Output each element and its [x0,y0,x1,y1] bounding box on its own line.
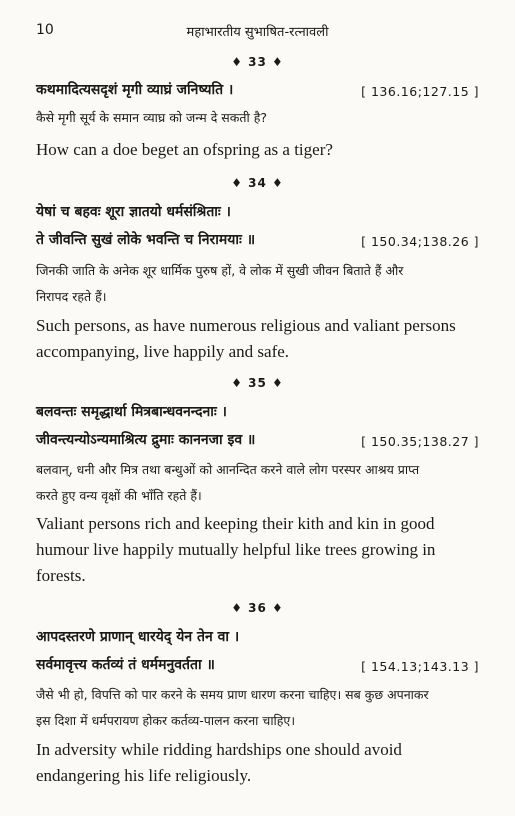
hindi-translation-line: जिनकी जाति के अनेक शूर धार्मिक पुरुष हों, वे लोक में सुखी जीवन बिताते हैं और [36,263,404,278]
verse-number: ♦ 36 ♦ [231,601,284,615]
hindi-translation-line: करते हुए वन्य वृक्षों की भाँति रहते हैं। [36,488,202,503]
sanskrit-line: कथमादित्यसदृशं मृगी व्याघ्रं जनिष्यति । [36,82,234,98]
sanskrit-line: बलवन्तः समृद्धार्था मित्रबान्धवनन्दनाः । [36,404,227,420]
page-number: 10 [36,22,54,38]
page-header [36,22,479,42]
english-translation-line: accompanying, live happily and safe. [36,342,290,361]
sanskrit-line: जीवन्त्यन्योऽन्यमाश्रित्य द्रुमाः काननजा इव ॥ [36,432,256,448]
english-translation-line: How can a doe beget an ofspring as a tiger? [36,140,333,159]
verse-reference: [ 136.16;127.15 ] [361,84,479,99]
sanskrit-line: येषां च बहवः शूरा ज्ञातयो धर्मसंश्रिताः । [36,204,231,220]
verse-reference: [ 150.35;138.27 ] [361,434,479,449]
hindi-translation-line: बलवान्, धनी और मित्र तथा बन्धुओं को आनन्दित करने वाले लोग परस्पर आश्रय प्राप्त [36,462,420,477]
verse-reference: [ 154.13;143.13 ] [361,659,479,674]
verse-reference: [ 150.34;138.26 ] [361,234,479,249]
verse-number: ♦ 33 ♦ [231,55,284,69]
english-translation-line: Valiant persons rich and keeping their kith and kin in good [36,514,435,533]
hindi-translation-line: कैसे मृगी सूर्य के समान व्याघ्र को जन्म दे सकती है? [36,110,267,125]
english-translation-line: humour live happily mutually helpful like trees growing in [36,540,436,559]
hindi-translation-line: जैसे भी हो, विपत्ति को पार करने के समय प्राण धारण करना चाहिए। सब कुछ अपनाकर [36,687,429,702]
verse-number: ♦ 34 ♦ [231,176,284,190]
english-translation-line: forests. [36,566,86,585]
hindi-translation-line: इस दिशा में धर्मपरायण होकर कर्तव्य-पालन करना चाहिए। [36,713,296,728]
hindi-translation-line: निरापद रहते हैं। [36,289,107,304]
sanskrit-line: ते जीवन्ति सुखं लोके भवन्ति च निरामयाः ॥ [36,232,256,248]
english-translation-line: Such persons, as have numerous religious and valiant persons [36,316,456,335]
running-title: महाभारतीय सुभाषित-रत्नावली [186,25,329,40]
verse-number: ♦ 35 ♦ [231,376,284,390]
sanskrit-line: सर्वमावृत्त्य कर्तव्यं तं धर्ममनुवर्तता ॥ [36,657,215,673]
english-translation-line: endangering his life religiously. [36,766,252,785]
english-translation-line: In adversity while ridding hardships one should avoid [36,740,402,759]
sanskrit-line: आपदस्तरणे प्राणान् धारयेद् येन तेन वा । [36,629,240,645]
